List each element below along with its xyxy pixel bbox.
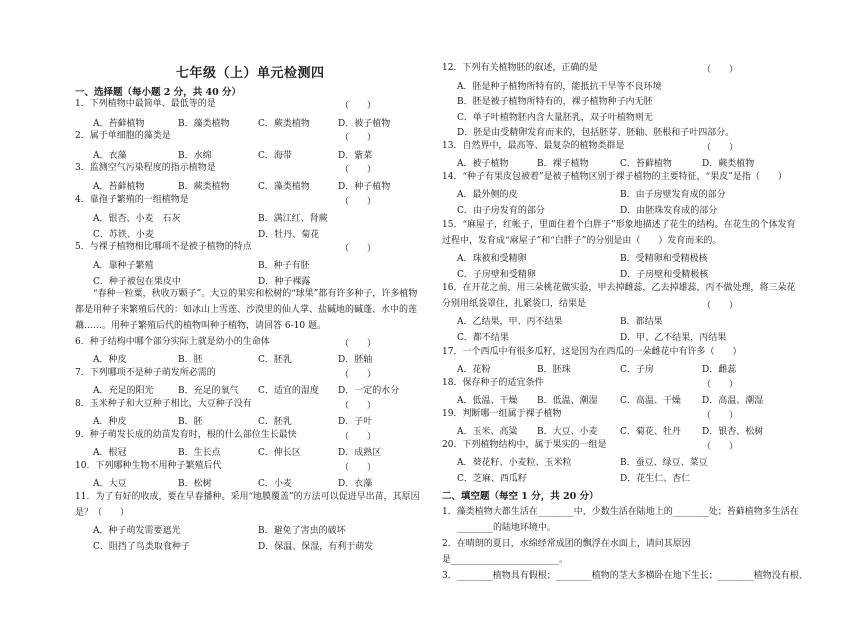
option: C．由子房发育的部分	[457, 206, 545, 216]
answer-bracket: （ ）	[702, 380, 739, 390]
option: C．高温、干燥	[620, 396, 681, 406]
option: A．种皮	[93, 355, 127, 365]
section-heading-choice: 一、选择题（每小题 2 分，共 40 分）	[75, 87, 242, 98]
option: B．生长点	[178, 448, 221, 458]
option: C．阻挡了鸟类取食种子	[93, 542, 190, 552]
option: A．珠被和受精卵	[457, 254, 527, 264]
option: B．由子房壁发育成的部分	[620, 190, 726, 200]
option: A．衣藻	[93, 151, 127, 161]
question-stem: 14．“种子有果皮包被着”是被子植物区别于裸子植物的主要特征，“果皮”是指（ ）	[442, 172, 787, 182]
question-stem-cont: 是？（ ）	[75, 508, 130, 518]
question-stem-cont: 分别用纸袋罩住，扎紧袋口，结果是	[442, 299, 587, 309]
option: B．裸子植物	[537, 159, 589, 169]
answer-bracket: （ ）	[702, 442, 739, 452]
question-stem: 16．在开花之前，用三朵桃花做实验，甲去掉雌蕊，乙去掉雄蕊，丙不做处理，将三朵花	[442, 283, 796, 293]
option: C．蕨类植物	[258, 119, 310, 129]
option: D．牡丹、菊花	[258, 230, 320, 240]
question-stem: 15．“麻屋子，红帐子，里面住着个白胖子”形象地描述了花生的结构。在花生的个体发育	[442, 220, 796, 230]
option: B．松树	[178, 479, 212, 489]
option: C．苏铁、小麦	[93, 230, 154, 240]
answer-bracket: （ ）	[340, 339, 377, 349]
option: D．子房壁和受精极核	[620, 270, 709, 280]
question-stem: 18．保存种子的适宜条件	[442, 378, 544, 388]
option: A．苔藓植物	[93, 182, 145, 192]
option: C．海带	[258, 151, 292, 161]
option: C．小麦	[258, 479, 292, 489]
option: B．蕨类植物	[178, 182, 230, 192]
fill-line: 3．________植物具有假根；________植物的茎大多横卧在地下生长；________植物没有根、	[442, 571, 808, 581]
option: C．适宜的湿度	[258, 386, 319, 396]
option: C．芝麻、西瓜籽	[457, 474, 527, 484]
option: C．伸长区	[258, 448, 301, 458]
option: A．银杏、小麦 石灰	[93, 214, 181, 224]
option: D．子叶	[338, 417, 373, 427]
option: D．雌蕊	[702, 365, 737, 375]
question-stem: 2．属于单细胞的藻类是	[75, 131, 171, 141]
option: B．都结果	[620, 317, 663, 327]
option: D．胚是由受精卵发育而来的，包括胚芽、胚轴、胚根和子叶四部分。	[457, 128, 735, 138]
option: A．葵花籽、小麦粒、玉米粒	[457, 458, 572, 468]
answer-bracket: （ ）	[702, 301, 739, 311]
option: C．苔藓植物	[620, 159, 672, 169]
option: A．苔藓植物	[93, 119, 145, 129]
option: A．种皮	[93, 417, 127, 427]
option: A．低温、干燥	[457, 396, 518, 406]
option: D．银杏、松树	[702, 427, 764, 437]
option: A．最外侧的皮	[457, 190, 518, 200]
option: B．胚是被子植物所特有的，裸子植物种子内无胚	[457, 97, 653, 107]
option: C．单子叶植物胚内含大量胚乳，双子叶植物则无	[457, 113, 653, 123]
option: B．种子有胚	[258, 261, 310, 271]
option: C．胚乳	[258, 355, 292, 365]
option: C．菊花、牡丹	[620, 427, 681, 437]
answer-bracket: （ ）	[340, 401, 377, 411]
option: B．胚珠	[537, 365, 571, 375]
option: D．甲、乙不结果，丙结果	[620, 333, 727, 343]
question-stem: 3．监测空气污染程度的指示植物是	[75, 163, 216, 173]
option: D．种子裸露	[258, 277, 311, 287]
answer-bracket: （ ）	[340, 101, 377, 111]
answer-bracket: （ ）	[340, 133, 377, 143]
fill-line: 1．藻类植物大都生活在________中，少数生活在陆地上的________处；苔藓植物多生活在	[442, 507, 799, 517]
option: C．胚乳	[258, 417, 292, 427]
question-stem: 10．下列哪种生物不用种子繁殖后代	[75, 461, 222, 471]
option: D．蕨类植物	[702, 159, 755, 169]
option: D．由胚珠发育成的部分	[620, 206, 718, 216]
option: B．低温、潮湿	[537, 396, 598, 406]
option: A．花粉	[457, 365, 491, 375]
option: A．被子植物	[457, 159, 509, 169]
page-title: 七年级（上）单元检测四	[176, 66, 325, 81]
option: B．满江红、肾蕨	[258, 214, 328, 224]
question-stem-cont: 过程中，发育成“麻屋子”和“白胖子”的分别是由（ ）发育而来的。	[442, 236, 722, 246]
answer-bracket: （ ）	[340, 370, 377, 380]
fill-line: 2．在晴朗的夏日，水绵经常成团的飘浮在水面上，请问其原因	[442, 539, 691, 549]
question-stem: 9．种子萌发长成的幼苗发育时，根的什么部位生长最快	[75, 430, 297, 440]
passage-line: 藕……。用种子繁殖后代的植物叫种子植物，请回答 6-10 题。	[75, 321, 326, 331]
option: D．种子植物	[338, 182, 391, 192]
option: A．胚是种子植物所特有的，能抵抗干旱等不良环境	[457, 82, 662, 92]
option: A．乙结果，甲、丙不结果	[457, 317, 563, 327]
option: D．衣藻	[338, 479, 373, 489]
option: D．高温、潮湿	[702, 396, 764, 406]
question-stem: 7．下列哪项不是种子萌发所必需的	[75, 368, 216, 378]
passage-line: 都是用种子来繁殖后代的：如冰山上雪莲、沙漠里的仙人掌、盐碱地的碱蓬、水中的莲	[75, 305, 418, 315]
option: B．胚	[178, 417, 203, 427]
answer-bracket: （ ）	[702, 65, 739, 75]
option: A．根冠	[93, 448, 127, 458]
option: A．充足的阳光	[93, 386, 154, 396]
question-stem: 5．与裸子植物相比哪项不是被子植物的特点	[75, 242, 252, 252]
option: C．子房	[620, 365, 654, 375]
option: C．子房壁和受精卵	[457, 270, 536, 280]
option: C．种子被包在果皮中	[93, 277, 181, 287]
option: C．藻类植物	[258, 182, 310, 192]
option: A．玉米、高粱	[457, 427, 518, 437]
answer-bracket: （ ）	[340, 244, 377, 254]
option: D．保温、保湿，有利于萌发	[258, 542, 374, 552]
question-stem: 1．下列植物中最简单、最低等的是	[75, 99, 216, 109]
option: D．紫菜	[338, 151, 373, 161]
question-stem: 12．下列有关植物胚的叙述，正确的是	[442, 63, 598, 73]
option: D．被子植物	[338, 119, 391, 129]
answer-bracket: （ ）	[340, 197, 377, 207]
option: B．藻类植物	[178, 119, 230, 129]
option: D．胚轴	[338, 355, 373, 365]
option: D．花生仁、杏仁	[620, 474, 691, 484]
answer-bracket: （ ）	[702, 143, 739, 153]
answer-bracket: （ ）	[340, 432, 377, 442]
passage-line: “春种一粒粟，秋收万颗子”。大豆的果实和松树的“球果”都有许多种子，许多植物	[93, 289, 418, 299]
option: B．避免了害虫的破坏	[258, 526, 346, 536]
answer-bracket: （ ）	[340, 165, 377, 175]
question-stem: 6．种子结构中哪个部分实际上就是幼小的生命体	[75, 337, 270, 347]
option: B．蚕豆、绿豆、菜豆	[620, 458, 708, 468]
option: A．靠种子繁殖	[93, 261, 154, 271]
option: A．种子萌发需要遮光	[93, 526, 181, 536]
option: C．都不结果	[457, 333, 509, 343]
option: B．大豆、小麦	[537, 427, 598, 437]
fill-line: ________的陆地环境中。	[457, 523, 557, 533]
option: D．一定的水分	[338, 386, 400, 396]
question-stem: 17．一个西瓜中有很多瓜籽，这是因为在西瓜的一朵雌花中有许多（ ）	[442, 347, 742, 357]
fill-line: 是________________________。	[442, 555, 569, 565]
option: B．水绵	[178, 151, 212, 161]
question-stem: 4．靠孢子繁殖的一组植物是	[75, 195, 189, 205]
question-stem: 20．下列植物结构中，属于果实的一组是	[442, 440, 607, 450]
option: D．成熟区	[338, 448, 382, 458]
option: B．充足的氧气	[178, 386, 239, 396]
answer-bracket: （ ）	[340, 463, 377, 473]
option: A．大豆	[93, 479, 127, 489]
question-stem: 8．玉米种子和大豆种子相比，大豆种子没有	[75, 399, 252, 409]
section-heading-fill: 二、填空题（每空 1 分，共 20 分）	[442, 491, 599, 502]
question-stem: 11．为了有好的收成，要在早春播种。采用“地膜覆盖”的方法可以促进早出苗，其原因	[75, 492, 420, 502]
option: B．受精卵和受精极核	[620, 254, 708, 264]
question-stem: 13．自然界中，最高等、最复杂的植物类群是	[442, 141, 625, 151]
answer-bracket: （ ）	[702, 411, 739, 421]
option: B．胚	[178, 355, 203, 365]
question-stem: 19．判断哪一组属于裸子植物	[442, 409, 562, 419]
